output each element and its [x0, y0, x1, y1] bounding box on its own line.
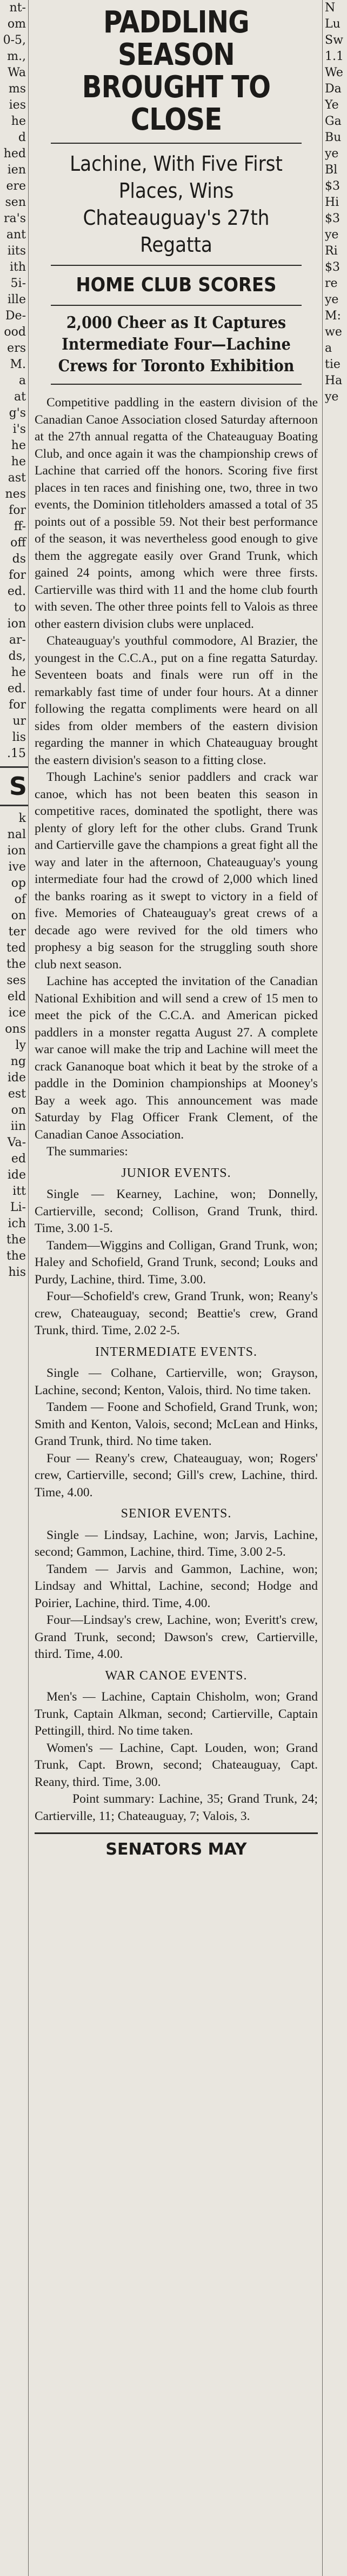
results-section-war-canoe [35, 1668, 318, 1825]
column-fragment-line: for [9, 568, 26, 582]
column-fragment-line: ons [5, 1022, 26, 1036]
column-fragment-line: at [14, 390, 26, 404]
column-fragment-line: $3 [325, 260, 340, 274]
column-fragment-line: M. [10, 358, 26, 371]
deck-rule [51, 384, 302, 385]
headline-line-1: PADDLING SEASON [103, 5, 249, 72]
column-fragment-line: g's [9, 406, 26, 420]
column-fragment-line: Li- [10, 1201, 26, 1214]
column-fragment-line: Sw [325, 34, 343, 47]
column-fragment-line: ant [6, 228, 26, 242]
column-fragment-line: sen [5, 196, 26, 209]
column-fragment-line: M: [325, 309, 341, 323]
column-fragment-line: Da [325, 82, 342, 96]
results-section-intermediate [35, 1344, 318, 1502]
result-entry: Women's — Lachine, Capt. Louden, won; Grand Trunk, Capt. Brown, second; Chateauguay, Capt. Reany, third. Time, 3.00. [35, 1741, 318, 1789]
column-fragment-line: ide [7, 1071, 26, 1085]
column-fragment-line: his [8, 1266, 26, 1279]
results-section-senior [35, 1506, 318, 1663]
column-fragment-line: ith [9, 260, 26, 274]
column-fragment-line: hed [3, 147, 26, 160]
column-fragment-line: op [11, 876, 26, 890]
column-fragment-line: of [14, 893, 26, 906]
results-section-junior [35, 1165, 318, 1340]
column-fragment-line: the [6, 1249, 26, 1263]
right-adjacent-column [322, 0, 347, 2576]
column-fragment-line: ed [11, 1152, 26, 1166]
column-fragment-line: Hi [325, 196, 339, 209]
column-fragment-line: .15 [7, 747, 26, 760]
subheadline-deck-3: 2,000 Cheer as It Captures Intermediate Four—Lachine Crews for Toronto Exhibition [58, 313, 295, 376]
column-fragment-line: lis [12, 731, 26, 744]
result-entry: Single — Kearney, Lachine, won; Donnelly, Cartierville, second; Collison, Grand Trunk, third. Time, 3.00 1-5. [35, 1187, 318, 1235]
left-adjacent-column [0, 0, 29, 2576]
article-end-rule [35, 1832, 318, 1834]
column-fragment-line: ion [7, 844, 26, 858]
column-fragment-line: iits [7, 244, 26, 258]
column-fragment-line: we [325, 325, 342, 339]
section-title: INTERMEDIATE EVENTS. [95, 1344, 257, 1359]
headline-rule [51, 143, 302, 144]
next-headline-clipped: SENATORS MAY [105, 1842, 247, 1856]
column-fragment-line: i's [12, 423, 26, 436]
column-fragment-line: for [9, 698, 26, 712]
column-fragment-line: Va- [7, 1136, 26, 1149]
deck-rule [51, 265, 302, 266]
left-column-divider [0, 766, 28, 768]
column-fragment-line: ly [15, 1039, 26, 1052]
column-fragment-line: Ye [325, 98, 339, 112]
column-fragment-line: ms [8, 82, 26, 96]
article-body [35, 394, 318, 1825]
column-fragment-line: $3 [325, 179, 340, 193]
column-fragment-line: the [6, 958, 26, 971]
article-paragraph: Lachine has accepted the invitation of the Canadian National Exhibition and will send a crew of 15 men to meet the pick of the C.C.A. and American picked paddlers in a monster regatta August 27. A complete war canoe will make the trip and Lachine will meet the crack Gananoque boat which it beat by the stroke of a paddle in the Dominion championships at Mooney's Bay a week ago. This announcement was made Saturday by Flag Officer Frank Clement, of the Canadian Canoe Association. [35, 974, 318, 1142]
result-entry: Tandem — Foone and Schofield, Grand Trunk, won; Smith and Kenton, Valois, second; McLean and Hinks, Grand Trunk, third. No time taken. [35, 1400, 318, 1448]
article-paragraph: Competitive paddling in the eastern division of the Canadian Canoe Association closed Saturday afternoon at the 27th annual regatta of the Chateauguay Boating Club, and once again it was the championship crews of Lachine that carried off the honors. Scoring five first places in ten races and finishing one, two, three in two events, the Dominion titleholders amassed a total of 35 points out of a possible 59. Not their best performance of the season, it was nevertheless good enough to give them the aggregate easily over Grand Trunk, which gained 24 points, among which were three firsts. Cartierville was third with 11 and the home club fourth with seven. The other three points fell to Valois as three other eastern division clubs were unplaced. [35, 396, 318, 631]
column-fragment-line: ted [6, 941, 26, 955]
deck-rule [51, 305, 302, 306]
column-fragment-line: ood [4, 325, 26, 339]
column-fragment-line: Bu [325, 131, 342, 144]
column-fragment-line: $3 [325, 212, 340, 225]
column-fragment-line: nes [5, 487, 26, 501]
column-fragment-line: off [10, 536, 26, 550]
column-fragment-line: nt- [9, 1, 26, 15]
column-fragment-line: on [11, 1103, 26, 1117]
subheadline-deck-1: Lachine, With Five First Places, Wins Chateauguay's 27th Regatta [70, 152, 283, 257]
column-fragment-line: We [325, 66, 343, 79]
article-paragraph: The summaries: [46, 1145, 128, 1159]
column-fragment-line: ur [12, 714, 26, 728]
column-fragment-line: est [8, 1087, 26, 1101]
left-column-headline-fragment: S [9, 772, 27, 801]
column-fragment-line: ion [7, 617, 26, 631]
column-fragment-line: ast [8, 471, 26, 485]
column-fragment-line: ies [9, 98, 26, 112]
column-fragment-line: ien [7, 163, 26, 177]
section-title: JUNIOR EVENTS. [121, 1166, 231, 1180]
headline-line-2: BROUGHT TO CLOSE [82, 70, 271, 137]
column-fragment-line: itt [12, 1185, 26, 1198]
column-fragment-line: on [11, 909, 26, 922]
left-column-top-fragments [0, 0, 28, 762]
column-fragment-line: ed. [7, 682, 26, 695]
article [35, 0, 318, 1856]
column-fragment-line: nal [7, 828, 26, 841]
column-fragment-line: for [9, 504, 26, 517]
result-entry: Tandem — Jarvis and Gammon, Lachine, won; Lindsay and Whittal, Lachine, second; Hodge and Poirier, Lachine, third. Time, 4.00. [35, 1562, 318, 1610]
column-fragment-line: Ga [325, 115, 342, 128]
column-fragment-line: Lu [325, 17, 341, 31]
column-fragment-line: ra's [4, 212, 26, 225]
column-fragment-line: he [11, 455, 26, 469]
right-column-bottom-fragments [323, 0, 347, 405]
section-title: SENIOR EVENTS. [121, 1507, 232, 1521]
result-entry: Single — Colhane, Cartierville, won; Grayson, Lachine, second; Kenton, Valois, third. No time taken. [35, 1366, 318, 1397]
left-column-divider [0, 805, 28, 806]
column-fragment-line: Ha [325, 374, 343, 387]
column-fragment-line: tie [325, 358, 341, 371]
article-paragraph: Though Lachine's senior paddlers and crack war canoe, which has not been beaten this season in competitive races, dominated the spotlight, there was plenty of glory left for the other clubs. Grand Trunk and Cartierville gave the champions a great fight all the way and later in the afternoon, Chateauguay's young intermediate four had the crowd of 2,000 which lined the banks roaring as it swept to victory in a field of five. Memories of Chateauguay's great crews of a decade ago were revived for the old timers who prophesy a big season for the struggling south shore club next season. [35, 770, 318, 972]
left-column-bottom-fragments [0, 811, 28, 1281]
result-entry: Four—Lindsay's crew, Lachine, won; Everitt's crew, Grand Trunk, second; Dawson's crew, Cartierville, third. Time, 4.00. [35, 1613, 318, 1661]
column-fragment-line: ere [6, 179, 26, 193]
column-fragment-line: ar- [9, 633, 26, 647]
column-fragment-line: ds [12, 552, 26, 566]
column-fragment-line: N [325, 1, 336, 15]
column-fragment-line: ide [7, 1168, 26, 1182]
result-entry: Tandem—Wiggins and Colligan, Grand Trunk, won; Haley and Schofield, Grand Trunk, second; Louks and Purdy, Lachine, third. Time, 3.00. [35, 1238, 318, 1287]
column-fragment-line: the [6, 1233, 26, 1247]
result-entry: Four — Reany's crew, Chateauguay, won; Rogers' crew, Cartierville, second; Gill's crew, Lachine, third. Time, 4.00. [35, 1451, 318, 1500]
column-fragment-line: m., [7, 50, 26, 63]
column-fragment-line: ye [325, 390, 339, 404]
column-fragment-line: ille [7, 293, 26, 306]
column-fragment-line: he [11, 666, 26, 679]
column-fragment-line: a [325, 342, 332, 355]
column-fragment-line: ter [8, 925, 26, 939]
column-fragment-line: ds, [8, 650, 26, 663]
point-summary: Point summary: Lachine, 35; Grand Trunk, 24; Cartierville, 11; Chateauguay, 7; Valois, 3. [35, 1792, 318, 1823]
column-fragment-line: k [18, 812, 26, 825]
article-paragraph: Chateauguay's youthful commodore, Al Brazier, the youngest in the C.C.A., put on a fine regatta Saturday. Seventeen boats and finals were run off in the remarkably fast time of under four hours. At a dinner following the regatta compliments were heard on all sides from older members of the eastern division regarding the manner in which Chateauguay brought the eastern division's season to a fitting close. [35, 634, 318, 767]
column-fragment-line: De- [5, 309, 26, 323]
subheadline-deck-2: HOME CLUB SCORES [76, 274, 277, 296]
column-fragment-line: om [7, 17, 26, 31]
column-fragment-line: ses [6, 974, 26, 987]
column-fragment-line: 5i- [10, 277, 26, 290]
column-fragment-line: ye [325, 147, 339, 160]
result-entry: Men's — Lachine, Captain Chisholm, won; Grand Trunk, Captain Alkman, second; Cartierville, Captain Pettingill, third. No time taken. [35, 1690, 318, 1738]
column-fragment-line: ng [10, 1055, 26, 1068]
column-fragment-line: eld [7, 990, 26, 1003]
column-fragment-line: Wa [8, 66, 26, 79]
column-fragment-line: Ri [325, 244, 338, 258]
column-fragment-line: ff- [14, 520, 26, 533]
column-fragment-line: ye [325, 293, 339, 306]
column-fragment-line: 1.1 [325, 50, 344, 63]
column-fragment-line: Bl [325, 163, 338, 177]
column-fragment-line: he [11, 439, 26, 452]
column-fragment-line: ers [7, 342, 26, 355]
result-entry: Four—Schofield's crew, Grand Trunk, won; Reany's crew, Chateauguay, second; Beattie's crew, Grand Trunk, third. Time, 2.02 2-5. [35, 1289, 318, 1337]
column-fragment-line: he [11, 115, 26, 128]
column-fragment-line: to [14, 601, 26, 614]
section-title: WAR CANOE EVENTS. [105, 1668, 248, 1683]
column-fragment-line: a [18, 374, 26, 387]
column-fragment-line: iin [10, 1120, 26, 1133]
column-fragment-line: 0-5, [3, 34, 26, 47]
column-fragment-line: d [18, 131, 26, 144]
column-fragment-line: ye [325, 228, 339, 242]
column-fragment-line: ice [8, 1006, 26, 1020]
column-fragment-line: ed. [7, 585, 26, 598]
column-fragment-line: ich [8, 1217, 26, 1230]
column-fragment-line: ive [8, 860, 26, 874]
column-fragment-line: re [325, 277, 338, 290]
result-entry: Single — Lindsay, Lachine, won; Jarvis, Lachine, second; Gammon, Lachine, third. Time, 3.00 2-5. [35, 1528, 318, 1559]
